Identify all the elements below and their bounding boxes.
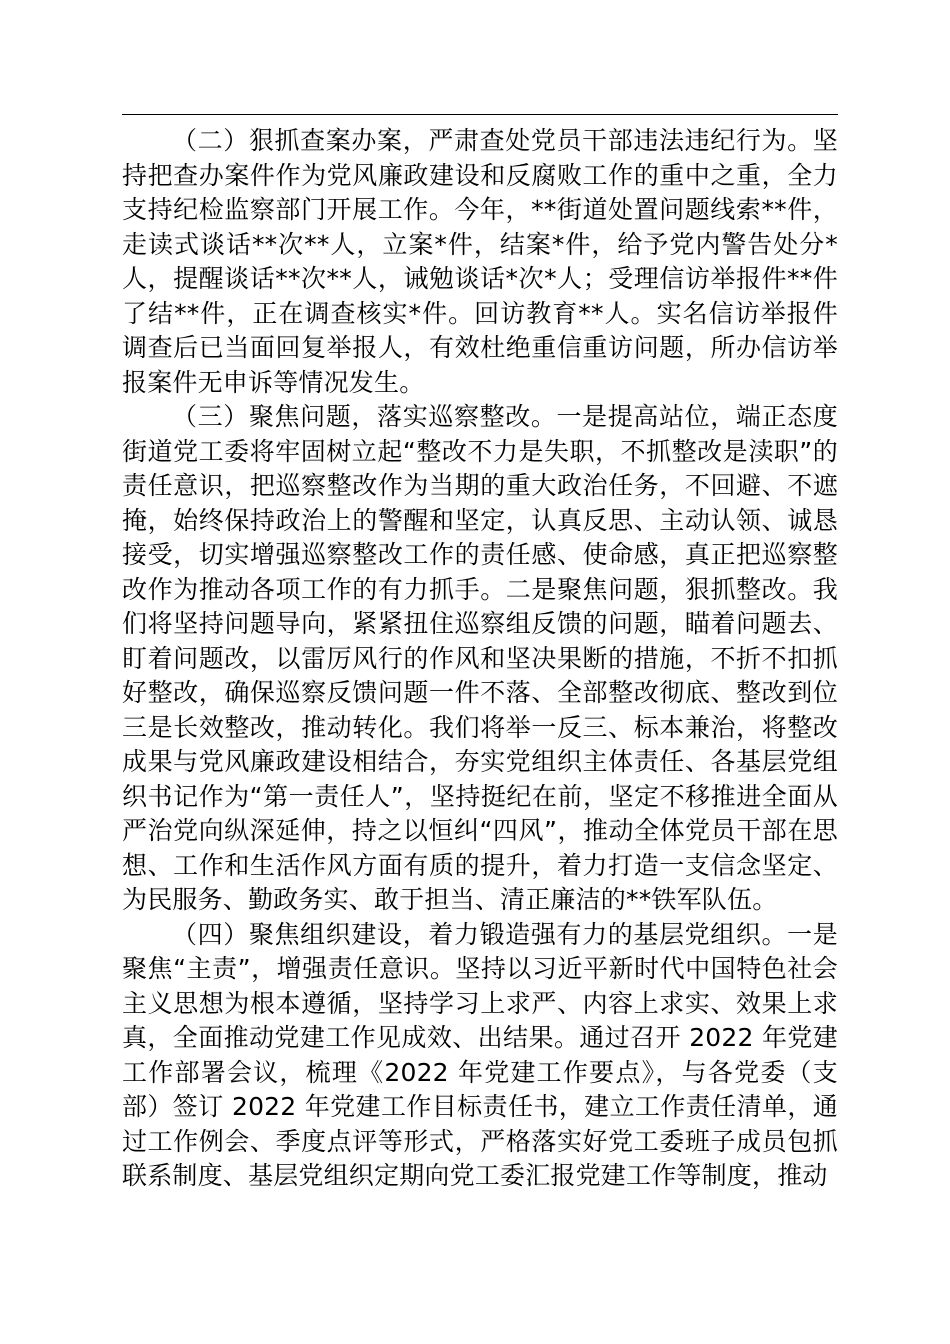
document-body [122, 124, 838, 1194]
paragraph-organization-building: （四）聚焦组织建设，着力锻造强有力的基层党组织。一是聚焦“主责”，增强责任意识。坚持以习近平新时代中国特色社会主义思想为根本遵循，坚持学习上求严、内容上求实、效果上求真，全面推动党建工作见成效、出结果。通过召开 2022 年党建工作部署会议，梳理《2022 年党建工作要点》，与各党委（支部）签订 2022 年党建工作目标责任书，建立工作责任清单，通过工作例会、季度点评等形式，严格落实好党工委班子成员包抓联系制度、基层党组织定期向党工委汇报党建工作等制度，推动 [122, 919, 838, 1190]
header-rule [122, 114, 838, 115]
paragraph-case-handling: （二）狠抓查案办案，严肃查处党员干部违法违纪行为。坚持把查办案件作为党风廉政建设和反腐败工作的重中之重，全力支持纪检监察部门开展工作。今年，**街道处置问题线索**件，走读式谈话**次**人，立案*件，结案*件，给予党内警告处分*人，提醒谈话**次**人，诫勉谈话*次*人；受理信访举报件**件了结**件，正在调查核实*件。回访教育**人。实名信访举报件调查后已当面回复举报人，有效杜绝重信重访问题，所办信访举报案件无申诉等情况发生。 [122, 126, 838, 397]
paragraph-inspection-rectification: （三）聚焦问题，落实巡察整改。一是提高站位，端正态度街道党工委将牢固树立起“整改不力是失职，不抓整改是渎职”的责任意识，把巡察整改作为当期的重大政治任务，不回避、不遮掩，始终保持政治上的警醒和坚定，认真反思、主动认领、诚恳接受，切实增强巡察整改工作的责任感、使命感，真正把巡察整改作为推动各项工作的有力抓手。二是聚焦问题，狠抓整改。我们将坚持问题导向，紧紧扭住巡察组反馈的问题，瞄着问题去、盯着问题改，以雷厉风行的作风和坚决果断的措施，不折不扣抓好整改，确保巡察反馈问题一件不落、全部整改彻底、整改到位三是长效整改，推动转化。我们将举一反三、标本兼治，将整改成果与党风廉政建设相结合，夯实党组织主体责任、各基层党组织书记作为“第一责任人”，坚持挺纪在前，坚定不移推进全面从严治党向纵深延伸，持之以恒纠“四风”，推动全体党员干部在思想、工作和生活作风方面有质的提升，着力打造一支信念坚定、为民服务、勤政务实、敢于担当、清正廉洁的**铁军队伍。 [122, 402, 838, 914]
